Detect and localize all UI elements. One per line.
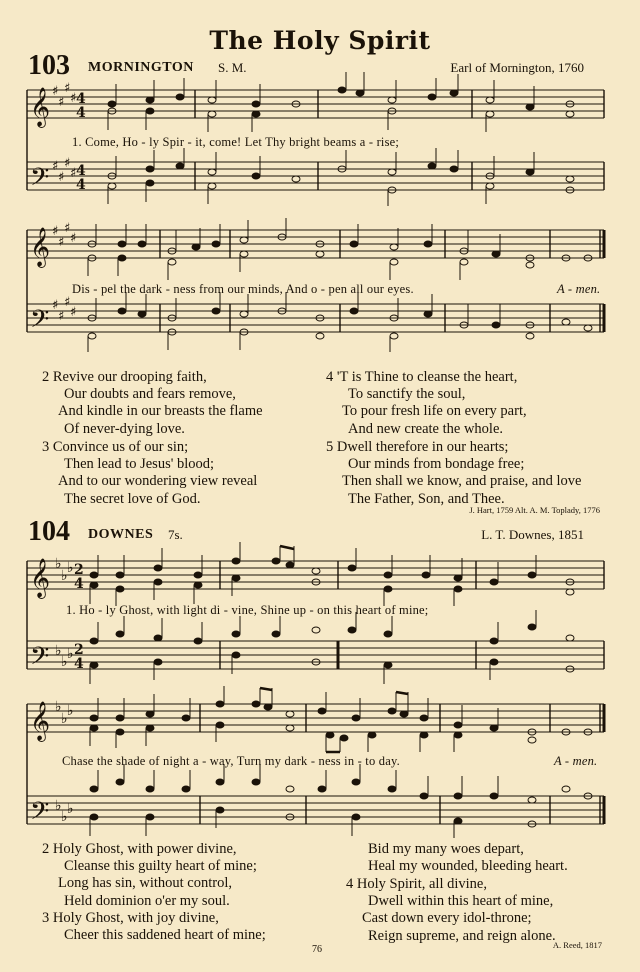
svg-text:♭: ♭ [67, 703, 74, 719]
hymn-number: 103 [28, 50, 70, 81]
svg-text:4: 4 [76, 105, 86, 121]
tune-name: DOWNES [88, 527, 154, 542]
svg-text:♯: ♯ [58, 95, 65, 110]
verse: 2 Holy Ghost, with power divine, Cleanse this guilty heart of mine; Long has sin, without control, Held dominion o'er my soul. [42, 841, 257, 909]
svg-text:♯: ♯ [58, 235, 65, 250]
svg-text:𝄢: 𝄢 [30, 305, 50, 340]
meter: 7s. [168, 527, 183, 542]
svg-text:♭: ♭ [67, 646, 74, 662]
svg-text:♯: ♯ [70, 166, 77, 181]
lyric-line: 1. Come, Ho - ly Spir - it, come! Let Thy bright beams a - rise; [72, 135, 400, 149]
svg-text:♯: ♯ [52, 298, 59, 313]
svg-text:♭: ♭ [61, 809, 68, 825]
amen: A - men. [557, 282, 601, 296]
credit: A. Reed, 1817 [552, 940, 602, 950]
lyric-line: 1. Ho - ly Ghost, with light di - vine, Shine up - on this heart of mine; [66, 603, 429, 617]
svg-text:𝄢: 𝄢 [30, 642, 50, 677]
svg-text:𝄞: 𝄞 [30, 558, 51, 598]
svg-text:♭: ♭ [61, 654, 68, 670]
svg-text:♯: ♯ [58, 170, 65, 185]
svg-text:♯: ♯ [64, 156, 71, 171]
svg-text:4: 4 [74, 656, 84, 672]
page-number: 76 [312, 944, 322, 955]
svg-text:4: 4 [76, 177, 86, 193]
svg-text:♯: ♯ [70, 91, 77, 106]
svg-text:♯: ♯ [64, 81, 71, 96]
lyric-line: Chase the shade of night a - way, Turn my dark - ness in - to day. [62, 754, 400, 768]
svg-text:♭: ♭ [55, 699, 62, 715]
svg-text:♯: ♯ [52, 84, 59, 99]
verse: 5 Dwell therefore in our hearts; Our minds from bondage free; Then shall we know, and praise, and love The Father, Son, and Thee. [326, 439, 582, 507]
lyric-line: Dis - pel the dark - ness from our minds, And o - pen all our eyes. [72, 282, 414, 296]
hymn-number: 104 [28, 516, 70, 547]
page-title: The Holy Spirit [209, 26, 431, 55]
svg-text:𝄞: 𝄞 [30, 701, 51, 741]
svg-text:♯: ♯ [70, 305, 77, 320]
svg-text:♯: ♯ [52, 159, 59, 174]
svg-text:♭: ♭ [67, 801, 74, 817]
credit: J. Hart, 1759 Alt. A. M. Toplady, 1776 [469, 505, 600, 515]
svg-text:𝄢: 𝄢 [30, 163, 50, 198]
svg-text:♭: ♭ [55, 798, 62, 814]
svg-text:♯: ♯ [52, 224, 59, 239]
svg-text:𝄞: 𝄞 [30, 87, 51, 127]
tune-name: MORNINGTON [88, 60, 194, 75]
meter: S. M. [218, 60, 247, 75]
svg-text:♭: ♭ [67, 560, 74, 576]
verse: 2 Revive our drooping faith, Our doubts and fears remove, And kindle in our breasts the flame Of never-dying love. [42, 369, 263, 437]
verse: 4 Holy Spirit, all divine, Dwell within this heart of mine, Cast down every idol-throne; Reign supreme, and reign alone. [346, 876, 556, 944]
svg-text:4: 4 [74, 576, 84, 592]
svg-text:♯: ♯ [70, 231, 77, 246]
svg-text:♭: ♭ [61, 568, 68, 584]
verse: Bid my many woes depart, Heal my wounded, bleeding heart. [368, 841, 568, 875]
composer: Earl of Mornington, 1760 [450, 60, 584, 75]
svg-text:4: 4 [76, 91, 86, 107]
svg-text:♭: ♭ [55, 643, 62, 659]
svg-text:4: 4 [76, 163, 86, 179]
verse: 3 Convince us of our sin; Then lead to Jesus' blood; And to our wondering view reveal The secret love of God. [42, 439, 258, 507]
svg-text:𝄢: 𝄢 [30, 797, 50, 832]
svg-text:♯: ♯ [64, 295, 71, 310]
svg-text:𝄞: 𝄞 [30, 227, 51, 267]
svg-text:♭: ♭ [55, 556, 62, 572]
amen: A - men. [554, 754, 598, 768]
verse: 3 Holy Ghost, with joy divine, Cheer this saddened heart of mine; [42, 910, 266, 944]
svg-text:2: 2 [74, 642, 84, 658]
svg-text:♭: ♭ [61, 711, 68, 727]
svg-text:♯: ♯ [64, 221, 71, 236]
svg-text:♯: ♯ [58, 309, 65, 324]
svg-text:2: 2 [74, 562, 84, 578]
composer: L. T. Downes, 1851 [481, 527, 584, 542]
verse: 4 'T is Thine to cleanse the heart, To sanctify the soul, To pour fresh life on every part, And new create the whole. [326, 369, 527, 437]
